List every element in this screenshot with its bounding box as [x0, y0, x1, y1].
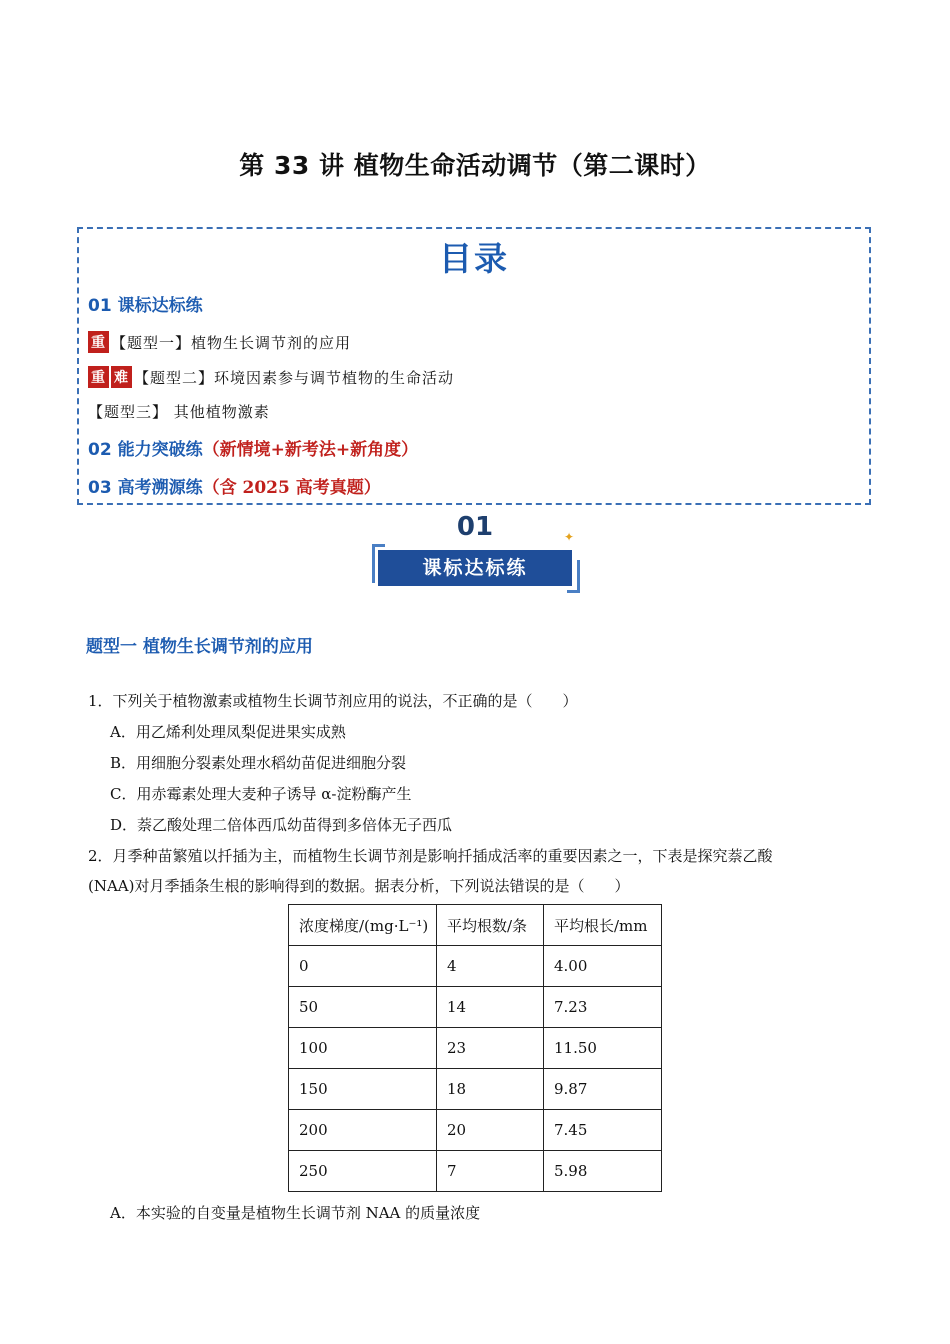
table-cell: 20 — [437, 1110, 544, 1151]
table-cell: 7 — [437, 1151, 544, 1192]
toc-item-type-2[interactable] — [88, 366, 454, 388]
question-1-stem: 1．下列关于植物激素或植物生长调节剂应用的说法，不正确的是（ ） — [88, 692, 578, 710]
table-cell: 23 — [437, 1028, 544, 1069]
naa-data-table — [288, 904, 662, 1192]
question-2-stem-line-1: 2．月季种苗繁殖以扦插为主，而植物生长调节剂是影响扦插成活率的重要因素之一，下表是探究萘乙酸 — [88, 847, 773, 865]
toc-item-type-3-label: 【题型三】 其他植物激素 — [88, 403, 270, 421]
table-cell: 11.50 — [544, 1028, 662, 1069]
table-cell: 7.45 — [544, 1110, 662, 1151]
toc-item-type-3[interactable] — [88, 401, 270, 422]
toc-item-type-1-label: 【题型一】植物生长调节剂的应用 — [111, 334, 352, 352]
key-point-badge: 重 — [88, 366, 109, 388]
toc-section-1[interactable] — [88, 291, 203, 316]
page-title: 第 33 讲 植物生命活动调节（第二课时） — [239, 151, 711, 180]
key-point-badge: 重 — [88, 331, 109, 353]
table-row — [289, 1028, 662, 1069]
table-row — [289, 946, 662, 987]
table-cell: 18 — [437, 1069, 544, 1110]
table-cell: 7.23 — [544, 987, 662, 1028]
table-cell: 50 — [289, 987, 437, 1028]
question-1-option-b: B．用细胞分裂素处理水稻幼苗促进细胞分裂 — [110, 754, 407, 772]
table-cell: 0 — [289, 946, 437, 987]
table-cell: 200 — [289, 1110, 437, 1151]
table-row — [289, 1110, 662, 1151]
table-of-contents — [77, 227, 871, 505]
section-banner — [372, 512, 582, 592]
question-1-option-c: C．用赤霉素处理大麦种子诱导 α-淀粉酶产生 — [110, 785, 412, 803]
toc-section-2-note: （新情境+新考法+新角度） — [202, 440, 419, 460]
question-1-option-d: D．萘乙酸处理二倍体西瓜幼苗得到多倍体无子西瓜 — [110, 816, 453, 834]
toc-section-2-label: 02 能力突破练 — [88, 440, 203, 460]
sparkle-icon: ✦ — [563, 530, 574, 544]
table-cell: 14 — [437, 987, 544, 1028]
table-row — [289, 987, 662, 1028]
question-2-option-a: A．本实验的自变量是植物生长调节剂 NAA 的质量浓度 — [110, 1204, 481, 1222]
banner-label: 课标达标练 — [378, 550, 572, 586]
table-cell: 250 — [289, 1151, 437, 1192]
table-row — [289, 1069, 662, 1110]
table-cell: 150 — [289, 1069, 437, 1110]
question-type-heading: 题型一 植物生长调节剂的应用 — [86, 637, 313, 657]
table-cell: 9.87 — [544, 1069, 662, 1110]
table-row — [289, 1151, 662, 1192]
table-cell: 100 — [289, 1028, 437, 1069]
toc-section-3[interactable] — [88, 473, 381, 498]
table-header-cell: 平均根数/条 — [437, 905, 544, 946]
table-cell: 4.00 — [544, 946, 662, 987]
table-header-cell: 浓度梯度/(mg·L⁻¹) — [289, 905, 437, 946]
question-2-stem-line-2: (NAA)对月季插条生根的影响得到的数据。据表分析，下列说法错误的是（ ） — [88, 877, 630, 895]
toc-item-type-1[interactable] — [88, 331, 351, 353]
banner-number: 01 — [456, 512, 494, 542]
difficult-badge: 难 — [111, 366, 132, 388]
table-header-cell: 平均根长/mm — [544, 905, 662, 946]
toc-heading: 目录 — [439, 239, 509, 278]
toc-section-3-label: 03 高考溯源练 — [88, 478, 203, 498]
toc-section-1-label: 01 课标达标练 — [88, 296, 203, 316]
toc-section-3-note: （含 2025 高考真题） — [202, 478, 381, 498]
table-cell: 5.98 — [544, 1151, 662, 1192]
toc-section-2[interactable] — [88, 435, 418, 460]
table-header-row — [289, 905, 662, 946]
toc-item-type-2-label: 【题型二】环境因素参与调节植物的生命活动 — [134, 369, 455, 387]
table-cell: 4 — [437, 946, 544, 987]
question-1-option-a: A．用乙烯利处理凤梨促进果实成熟 — [110, 723, 346, 741]
